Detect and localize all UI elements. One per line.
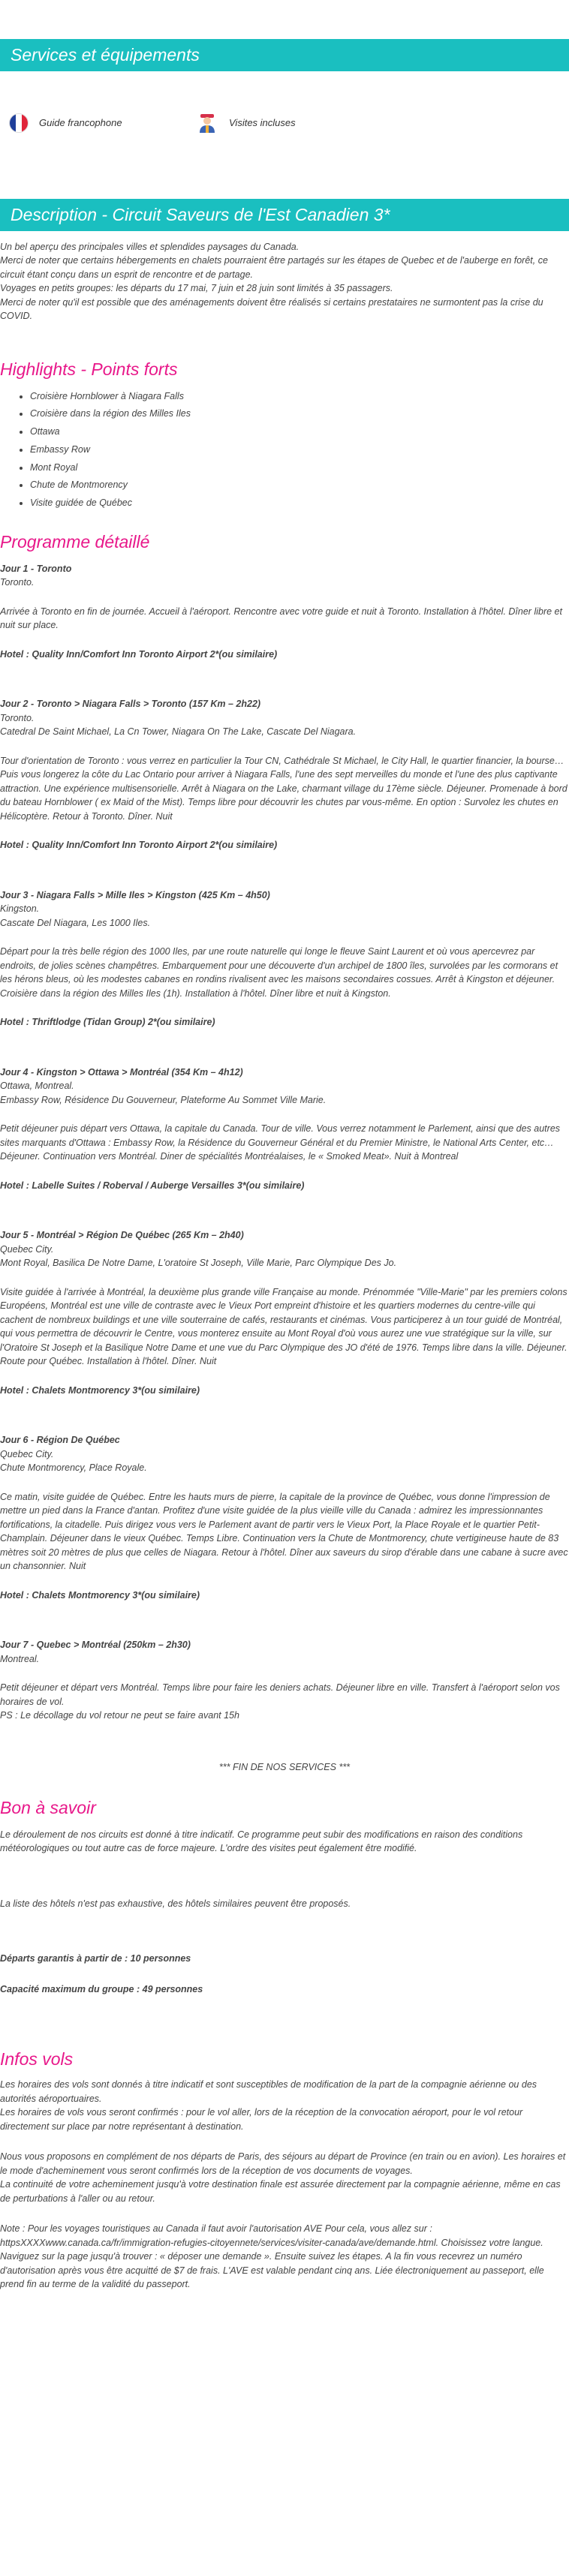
description-text (0, 231, 569, 323)
day-places: Ottawa, Montreal. Embassy Row, Résidence Du Gouverneur, Plateforme Au Sommet Ville Marie. (0, 1081, 327, 1105)
service-visits-label: Visites incluses (229, 117, 296, 129)
day-hotel: Hotel : Chalets Montmorency 3*(ou similaire) (0, 1384, 200, 1396)
day-hotel: Hotel : Chalets Montmorency 3*(ou similaire) (0, 1589, 200, 1601)
day-title: Jour 4 - Kingston > Ottawa > Montréal (354 Km – 4h12) (0, 1066, 243, 1078)
list-item: • Chute de Montmorency (30, 476, 569, 494)
programme-heading: Programme détaillé (0, 531, 150, 552)
day-description: Visite guidée à l'arrivée à Montréal, la deuxième plus grande ville Française au monde. Prénommée "Ville-Marie" par les premiers colons Européens, Montréal est une ville de contraste avec le Vieux Port empreint d'histoire et les quartiers modernes du centre-ville qui cachent de nombreux buildings et une ville souterraine de cafés, restaurants et cinémas. Vous participerez à un tour guidé de Montréal, qui vous permettra de découvrir le Centre, vous monterez ensuite au Mont Royal d'où vous aurez une vue stratégique sur la ville, sur l'Oratoire St Joseph et la Basilique Notre Dame et une vue du Parc Olympique des JO d'été de 1976. Temps libre dans la ville. Déjeuner. Route pour Québec. Installation à l'hôtel. Dîner. Nuit (0, 1286, 567, 1367)
services-banner: Services et équipements (0, 39, 569, 71)
list-item: • Embassy Row (30, 441, 569, 459)
programme-day (0, 697, 569, 852)
day-hotel: Hotel : Labelle Suites / Roberval / Auberge Versailles 3*(ou similaire) (0, 1180, 305, 1191)
page (0, 39, 569, 2307)
day-description: Petit déjeuner et départ vers Montréal. Temps libre pour faire les deniers achats. Déjeuner libre en ville. Transfert à l'aéroport selon vos horaires de vol. PS : Le décollage du vol retour ne peut se faire avant 15h (0, 1682, 560, 1721)
day-places: Toronto. Catedral De Saint Michael, La Cn Tower, Niagara On The Lake, Cascate Del Niagara. (0, 712, 357, 738)
description-paragraph: Merci de noter que certains hébergements en chalets pourraient être partagés sur les étapes de Quebec et de l'auberge en forêt, ce circuit étant conçu dans un esprit de rencontre et de partage. (0, 255, 548, 280)
france-flag-icon (9, 113, 29, 133)
hotels-note: La liste des hôtels n'est pas exhaustive, des hôtels similaires peuvent être proposés. (0, 1898, 351, 1909)
day-hotel: Hotel : Quality Inn/Comfort Inn Toronto Airport 2*(ou similaire) (0, 840, 278, 851)
description-paragraph: Un bel aperçu des principales villes et splendides paysages du Canada. (0, 241, 300, 252)
programme-day (0, 562, 569, 662)
description-paragraph: Merci de noter qu'il est possible que des aménagements doivent être réalisés si certains prestataires ne surmontent pas la crise du COVID. (0, 296, 543, 322)
day-places: Montreal. (0, 1653, 40, 1664)
description-banner: Description - Circuit Saveurs de l'Est Canadien 3* (0, 199, 569, 231)
list-item: • Croisière Hornblower à Niagara Falls (30, 388, 569, 406)
service-guide (9, 113, 196, 133)
list-item: • Ottawa (30, 423, 569, 441)
programme-day (0, 1433, 569, 1602)
day-hotel: Hotel : Thriftlodge (Tidan Group) 2*(ou similaire) (0, 1017, 215, 1028)
service-visits (196, 112, 383, 134)
programme-day (0, 1228, 569, 1397)
infos-vols-heading: Infos vols (0, 2049, 74, 2070)
list-item: • Mont Royal (30, 459, 569, 477)
day-title: Jour 2 - Toronto > Niagara Falls > Toronto (157 Km – 2h22) (0, 699, 261, 710)
bon-a-savoir-heading: Bon à savoir (0, 1798, 96, 1818)
day-title: Jour 5 - Montréal > Région De Québec (265 Km – 2h40) (0, 1230, 244, 1241)
group-capacity: Capacité maximum du groupe : 49 personnes (0, 1983, 203, 1994)
day-title: Jour 3 - Niagara Falls > Mille Iles > Kingston (425 Km – 4h50) (0, 889, 270, 900)
day-title: Jour 6 - Région De Québec (0, 1435, 120, 1446)
flight-info-paragraph: Les horaires des vols sont donnés à titre indicatif et sont susceptibles de modification de la part de la compagnie aérienne ou des autorités aéroportuaires. Les horaires de vols vous seront confirmés : pour le vol aller, lors de la réception de la convocation aéroport, pour le vol retour directement sur place par notre représentant à destination. (0, 2079, 537, 2132)
tour-guide-icon (196, 112, 218, 134)
day-places: Quebec City. Chute Montmorency, Place Royale. (0, 1448, 147, 1474)
day-places: Quebec City. Mont Royal, Basilica De Notre Dame, L'oratoire St Joseph, Ville Marie, Parc Olympique Des Jo. (0, 1243, 397, 1269)
ave-note: Note : Pour les voyages touristiques au Canada il faut avoir l'autorisation AVE Pour cela, vous allez sur : httpsXXXXwww.canada.ca/fr/immigration-refugies-citoyennete/services/visiter-canada/ave/demande.html. Choisissez votre langue. Naviguez sur la page jusqu'à trouver : « déposer une demande ». Ensuite suivez les étapes. A la fin vous recevrez un numéro d'autorisation après vous être acquitté de $7 de frais. L'AVE est valable pendant cinq ans. Liée électroniquement au passeport, elle prend fin au terme de la validité du passeport. (0, 2223, 544, 2290)
list-item: • Visite guidée de Québec (30, 494, 569, 512)
day-places: Kingston. Cascate Del Niagara, Les 1000 Iles. (0, 903, 151, 928)
programme-day (0, 1066, 569, 1193)
list-item: • Croisière dans la région des Milles Iles (30, 405, 569, 423)
description-paragraph: Voyages en petits groupes: les départs du 17 mai, 7 juin et 28 juin sont limités à 35 passagers. (0, 283, 393, 294)
service-guide-label: Guide francophone (39, 117, 122, 129)
guaranteed-departures: Départs garantis à partir de : 10 personnes (0, 1953, 191, 1964)
programme-day (0, 888, 569, 1029)
day-description: Départ pour la très belle région des 1000 Iles, par une route naturelle qui longe le fleuve Saint Laurent et où vous apercevrez par endroits, de jolies scènes champêtres. Embarquement pour une découverte d'un archipel de 1800 îles, survolées par les cormorans et les hérons bleus, où les modestes cabanes en rondins rivalisent avec les maisons secondaires cossues. Arrêt à Kingston et déjeuner. Croisière dans la région des Milles Iles (1h). Installation à l'hôtel. Dîner libre et nuit à Kingston. (0, 946, 558, 999)
day-description: Arrivée à Toronto en fin de journée. Accueil à l'aéroport. Rencontre avec votre guide et nuit à Toronto. Installation à l'hôtel. Dîner libre et nuit sur place. (0, 606, 562, 631)
day-description: Petit déjeuner puis départ vers Ottawa, la capitale du Canada. Tour de ville. Vous verrez notamment le Parlement, ainsi que des autres sites marquants d'Ottawa : Embassy Row, la Résidence du Gouverneur Général et du Premier Ministre, le National Arts Center, etc…Déjeuner. Continuation vers Montréal. Diner de spécialités Montréalaises, le « Smoked Meat». Nuit à Montreal (0, 1123, 561, 1162)
end-of-services-note: *** FIN DE NOS SERVICES *** (218, 1761, 351, 1772)
programme-days (0, 562, 569, 1723)
day-hotel: Hotel : Quality Inn/Comfort Inn Toronto Airport 2*(ou similaire) (0, 648, 278, 660)
flight-info-paragraph: Nous vous proposons en complément de nos départs de Paris, des séjours au départ de Province (en train ou en avion). Les horaires et le mode d'acheminement vous seront confirmés lors de la réception de vos documents de voyages. La continuité de votre acheminement jusqu'à votre destination finale est assurée directement par la compagnie aérienne, même en cas de perturbations à l'aller ou au retour. (0, 2151, 566, 2204)
day-title: Jour 1 - Toronto (0, 563, 72, 574)
highlights-heading: Highlights - Points forts (0, 359, 178, 379)
highlights-list (0, 388, 569, 512)
services-row (0, 71, 569, 145)
day-places: Toronto. (0, 577, 35, 588)
day-title: Jour 7 - Quebec > Montréal (250km – 2h30) (0, 1640, 191, 1651)
programme-day (0, 1638, 569, 1723)
day-description: Ce matin, visite guidée de Québec. Entre les hauts murs de pierre, la capitale de la province de Québec, vous donne l'impression de mettre un pied dans la France d'antan. Profitez d'une visite guidée de la plus vieille ville du Canada : admirez les impressionnantes fortifications, la citadelle. Puis dirigez vous vers le Parlement avant de partir vers le Vieux Port, la Place Royale et le quartier Petit-Champlain. Déjeuner dans le vieux Québec. Temps Libre. Continuation vers la Chute de Montmorency, chute vertigineuse haute de 83 mètres soit 20 mètres de plus que celles de Niagara. Retour à l'hôtel. Dîner aux saveurs du sirop d'érable dans une cabane à sucre avec un chansonnier. Nuit (0, 1491, 568, 1572)
bon-a-savoir-text: Le déroulement de nos circuits est donné à titre indicatif. Ce programme peut subir des modifications en raison des conditions météorologiques ou tout autre cas de force majeure. L'ordre des visites peut également être modifié. (0, 1829, 523, 1854)
day-description: Tour d'orientation de Toronto : vous verrez en particulier la Tour CN, Cathédrale St Michael, le City Hall, le quartier financier, la bourse… Puis vous longerez la côte du Lac Ontario pour arriver à Niagara Falls, l'une des sept merveilles du monde et l'une des plus captivante attraction. Une expérience multisensorielle. Arrêt à Niagara on the Lake, charmant village du 17ème siècle. Déjeuner. Promenade à bord du bateau Hornblower ( ex Maid of the Mist). Temps libre pour découvrir les chutes par vous-même. En option : Survolez les chutes en Hélicoptère. Retour à Toronto. Dîner. Nuit (0, 755, 567, 822)
